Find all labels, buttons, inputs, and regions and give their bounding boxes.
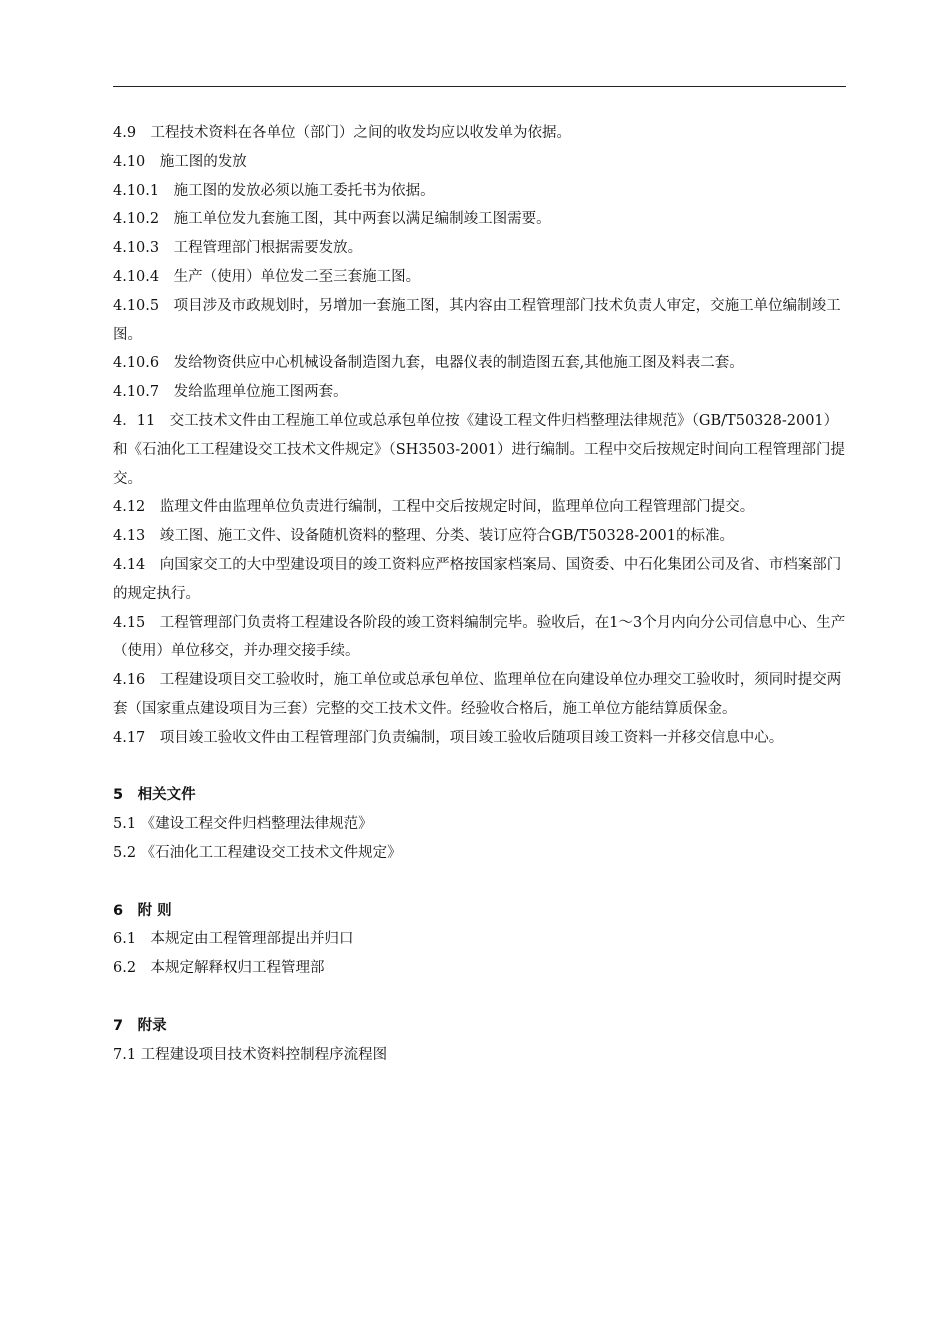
section-spacer: [113, 983, 849, 1012]
section-6-item: 6.1 本规定由工程管理部提出并归口: [113, 931, 354, 948]
paragraph-4-11: 4．11 交工技术文件由工程施工单位或总承包单位按《建设工程文件归档整理法律规范》（GB/T50328-2001）和《石油化工工程建设交工技术文件规定》（SH3503-2001）进行编制。工程中交后按规定时间向工程管理部门提交。: [113, 412, 846, 487]
paragraph-4-9: 4.9 工程技术资料在各单位（部门）之间的收发均应以收发单为依据。: [113, 125, 572, 141]
paragraph-4-10-5: 4.10.5 项目涉及市政规划时，另增加一套施工图，其内容由工程管理部门技术负责人审定，交施工单位编制竣工图。: [113, 297, 841, 343]
section-5-item: 5.1 《建设工程交件归档整理法律规范》: [113, 816, 373, 833]
document-body: [113, 119, 849, 1069]
section-7-heading: 7 附录: [113, 1017, 167, 1034]
paragraph-4-15: 4.15 工程管理部门负责将工程建设各阶段的竣工资料编制完毕。验收后，在1～3个月内向分公司信息中心、生产（使用）单位移交，并办理交接手续。: [113, 614, 846, 660]
paragraph-4-10-1: 4.10.1 施工图的发放必须以施工委托书为依据。: [113, 182, 435, 199]
section-6-heading: 6 附 则: [113, 902, 172, 919]
section-7-item: 7.1 工程建设项目技术资料控制程序流程图: [113, 1046, 388, 1063]
header-rule: [113, 86, 846, 87]
paragraph-4-10-3: 4.10.3 工程管理部门根据需要发放。: [113, 240, 363, 257]
paragraph-4-10-7: 4.10.7 发给监理单位施工图两套。: [113, 384, 348, 401]
paragraph-4-17: 4.17 项目竣工验收文件由工程管理部门负责编制，项目竣工验收后随项目竣工资料一并移交信息中心。: [113, 729, 784, 746]
section-spacer: [113, 868, 849, 897]
paragraph-4-10-4: 4.10.4 生产（使用）单位发二至三套施工图。: [113, 268, 421, 285]
section-spacer: [113, 753, 849, 782]
paragraph-4-13: 4.13 竣工图、施工文件、设备随机资料的整理、分类、装订应符合GB/T50328-2001的标准。: [113, 528, 735, 545]
section-6-item: 6.2 本规定解释权归工程管理部: [113, 960, 325, 977]
paragraph-4-16: 4.16 工程建设项目交工验收时，施工单位或总承包单位、监理单位在向建设单位办理交工验收时，须同时提交两套（国家重点建设项目为三套）完整的交工技术文件。经验收合格后，施工单位方能结算质保金。: [113, 672, 842, 717]
paragraph-4-10-2: 4.10.2 施工单位发九套施工图，其中两套以满足编制竣工图需要。: [113, 211, 551, 228]
paragraph-4-10: 4.10 施工图的发放: [113, 153, 247, 170]
paragraph-4-14: 4.14 向国家交工的大中型建设项目的竣工资料应严格按国家档案局、国资委、中石化集团公司及省、市档案部门的规定执行。: [113, 556, 842, 602]
paragraph-4-12: 4.12 监理文件由监理单位负责进行编制，工程中交后按规定时间，监理单位向工程管理部门提交。: [113, 499, 755, 516]
section-5-item: 5.2 《石油化工工程建设交工技术文件规定》: [113, 844, 402, 861]
paragraph-4-10-6: 4.10.6 发给物资供应中心机械设备制造图九套，电器仪表的制造图五套,其他施工图及料表二套。: [113, 355, 744, 372]
section-5-heading: 5 相关文件: [113, 787, 196, 804]
